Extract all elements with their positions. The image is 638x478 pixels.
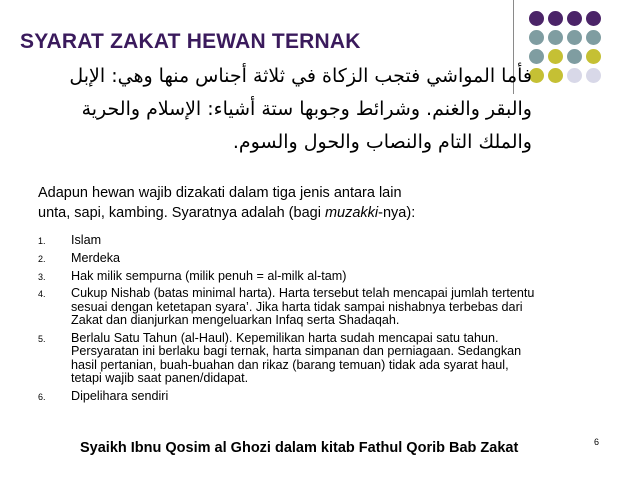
intro-line-1: Adapun hewan wajib dizakati dalam tiga jenis antara lain [38,185,402,201]
arabic-line-2: والبقر والغنم. وشرائط وجوبها ستة أشياء: الإسلام والحرية [81,98,532,120]
list-item-number: 3. [38,271,46,282]
list-item-text-line: Cukup Nishab (batas minimal harta). Harta tersebut telah mencapai jumlah tertentu [71,286,535,301]
intro-line-2-end: -nya): [378,205,416,221]
decorative-dot [529,30,544,45]
decorative-dot [586,49,601,64]
arabic-line-3: والملك التام والنصاب والحول والسوم. [232,131,532,153]
list-item-text-line: Merdeka [71,250,120,265]
decorative-dot [586,68,601,83]
decorative-dot [548,11,563,26]
list-item [38,287,608,327]
decorative-dot [548,68,563,83]
intro-line-2-italic: muzakki [324,205,379,221]
list-item [38,252,608,265]
decorative-dot [548,30,563,45]
list-item-number: 5. [38,334,46,344]
decorative-dot [567,30,582,45]
list-item-number: 6. [38,392,46,403]
list-item-text-line: Persyaratan ini berlaku bagi ternak, harta simpanan dan perniagaan. Sedangkan [71,344,522,359]
list-item-text-line: Hak milik sempurna (milik penuh = al-milk al-tam) [71,268,347,283]
list-item [38,270,608,283]
decorative-dot [529,11,544,26]
decorative-dot-grid [527,9,603,85]
list-item [38,390,608,403]
decorative-dot [567,68,582,83]
list-item-text-line: Islam [71,233,102,247]
decorative-dot [586,30,601,45]
list-item-text-line: tetapi wajib saat panen/didapat. [71,371,249,386]
list-item-text-line: sesuai dengan ketetapan syara’. Jika harta tidak sampai nishabnya terbebas dari [71,299,523,314]
arabic-line-1: فأما المواشي فتجب الزكاة في ثلاثة أجناس منها وهي: الإبل [69,65,532,87]
list-item [38,234,608,247]
page-number: 6 [594,437,600,447]
list-item-text-line: Dipelihara sendiri [71,389,169,404]
intro-line-2 [38,203,518,223]
decorative-dot [567,49,582,64]
arabic-text-block [52,60,532,159]
intro-paragraph [38,183,518,223]
decorative-dot [567,11,582,26]
decorative-dot [586,11,601,26]
list-item [38,332,608,386]
list-item-number: 1. [38,236,46,246]
decorative-dot [548,49,563,64]
list-item-text-line: Berlalu Satu Tahun (al-Haul). Kepemilikan harta sudah mencapai satu tahun. [71,331,499,345]
list-item-number: 4. [38,289,46,300]
list-item-text-line: hasil pertanian, buah-buahan dan rikaz (barang temuan) tidak ada syarat haul, [71,357,509,372]
source-citation: Syaikh Ibnu Qosim al Ghozi dalam kitab Fathul Qorib Bab Zakat [80,440,519,456]
requirements-list [38,234,608,408]
intro-line-2-start: unta, sapi, kambing. Syaratnya adalah (bagi [38,205,325,221]
list-item-text-line: Zakat dan dianjurkan mengeluarkan Infaq serta Shadaqah. [71,313,400,328]
list-item-number: 2. [38,253,46,264]
slide-title: SYARAT ZAKAT HEWAN TERNAK [20,30,361,53]
